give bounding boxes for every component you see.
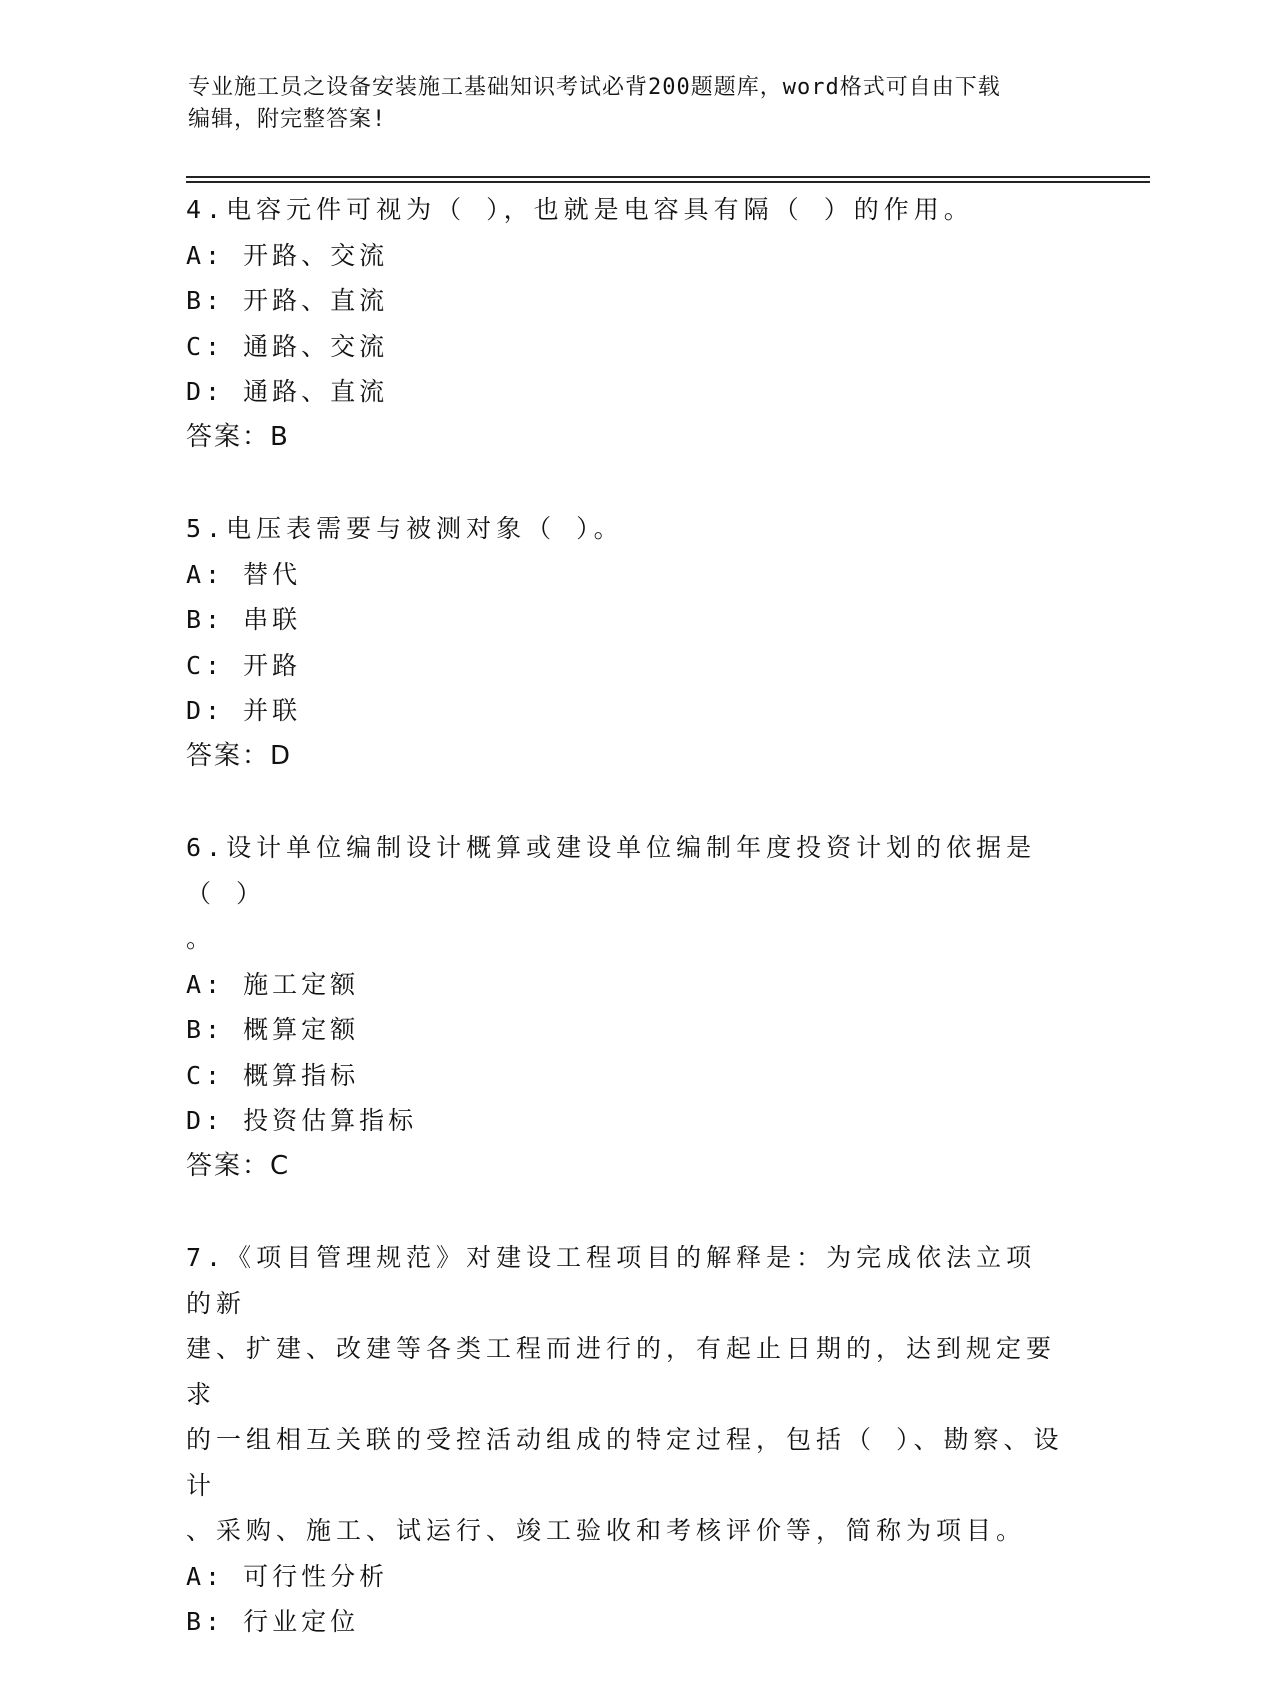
option-c: C: 通路、交流 xyxy=(186,331,389,361)
question-6 xyxy=(186,825,1066,1189)
option-a: A: 替代 xyxy=(186,559,302,589)
document-header xyxy=(188,72,1088,136)
question-stem-line-2: 。 xyxy=(186,924,217,953)
option-b: B: 行业定位 xyxy=(186,1607,360,1636)
option-b: B: 开路、直流 xyxy=(186,286,389,315)
option-b: B: 串联 xyxy=(186,605,302,634)
question-5 xyxy=(186,506,1066,779)
option-c: C: 概算指标 xyxy=(186,1060,360,1090)
answer-label: 答案：B xyxy=(186,421,290,452)
header-divider-top xyxy=(186,176,1150,178)
question-7 xyxy=(186,1235,1066,1645)
question-stem-line-3: 的一组相互关联的受控活动组成的特定过程，包括（ ）、勘察、设计 xyxy=(186,1425,1064,1500)
option-d: D: 投资估算指标 xyxy=(186,1106,418,1135)
question-stem: 4.电容元件可视为（ ），也就是电容具有隔（ ）的作用。 xyxy=(186,195,974,224)
option-d: D: 并联 xyxy=(186,696,302,725)
question-stem-line-4: 、采购、施工、试运行、竣工验收和考核评价等，简称为项目。 xyxy=(186,1516,1027,1545)
option-a: A: 开路、交流 xyxy=(186,240,389,270)
answer-label: 答案：D xyxy=(186,740,293,771)
option-b: B: 概算定额 xyxy=(186,1015,360,1044)
question-stem-line-1: 7.《项目管理规范》对建设工程项目的解释是：为完成依法立项的新 xyxy=(186,1243,1037,1318)
answer-label: 答案：C xyxy=(186,1150,291,1181)
question-stem: 5.电压表需要与被测对象（ ）。 xyxy=(186,514,624,543)
question-4 xyxy=(186,187,1066,460)
question-list xyxy=(186,187,1066,1691)
header-divider-bottom xyxy=(186,181,1150,183)
option-a: A: 施工定额 xyxy=(186,969,360,999)
option-c: C: 开路 xyxy=(186,650,302,680)
header-line-1: 专业施工员之设备安装施工基础知识考试必背200题题库，word格式可自由下载 xyxy=(188,75,1001,100)
option-d: D: 通路、直流 xyxy=(186,377,389,406)
header-line-2: 编辑，附完整答案! xyxy=(188,107,387,132)
question-stem-line-1: 6.设计单位编制设计概算或建设单位编制年度投资计划的依据是（ ） xyxy=(186,833,1037,908)
option-a: A: 可行性分析 xyxy=(186,1561,389,1591)
question-stem-line-2: 建、扩建、改建等各类工程而进行的，有起止日期的，达到规定要求 xyxy=(186,1334,1057,1409)
